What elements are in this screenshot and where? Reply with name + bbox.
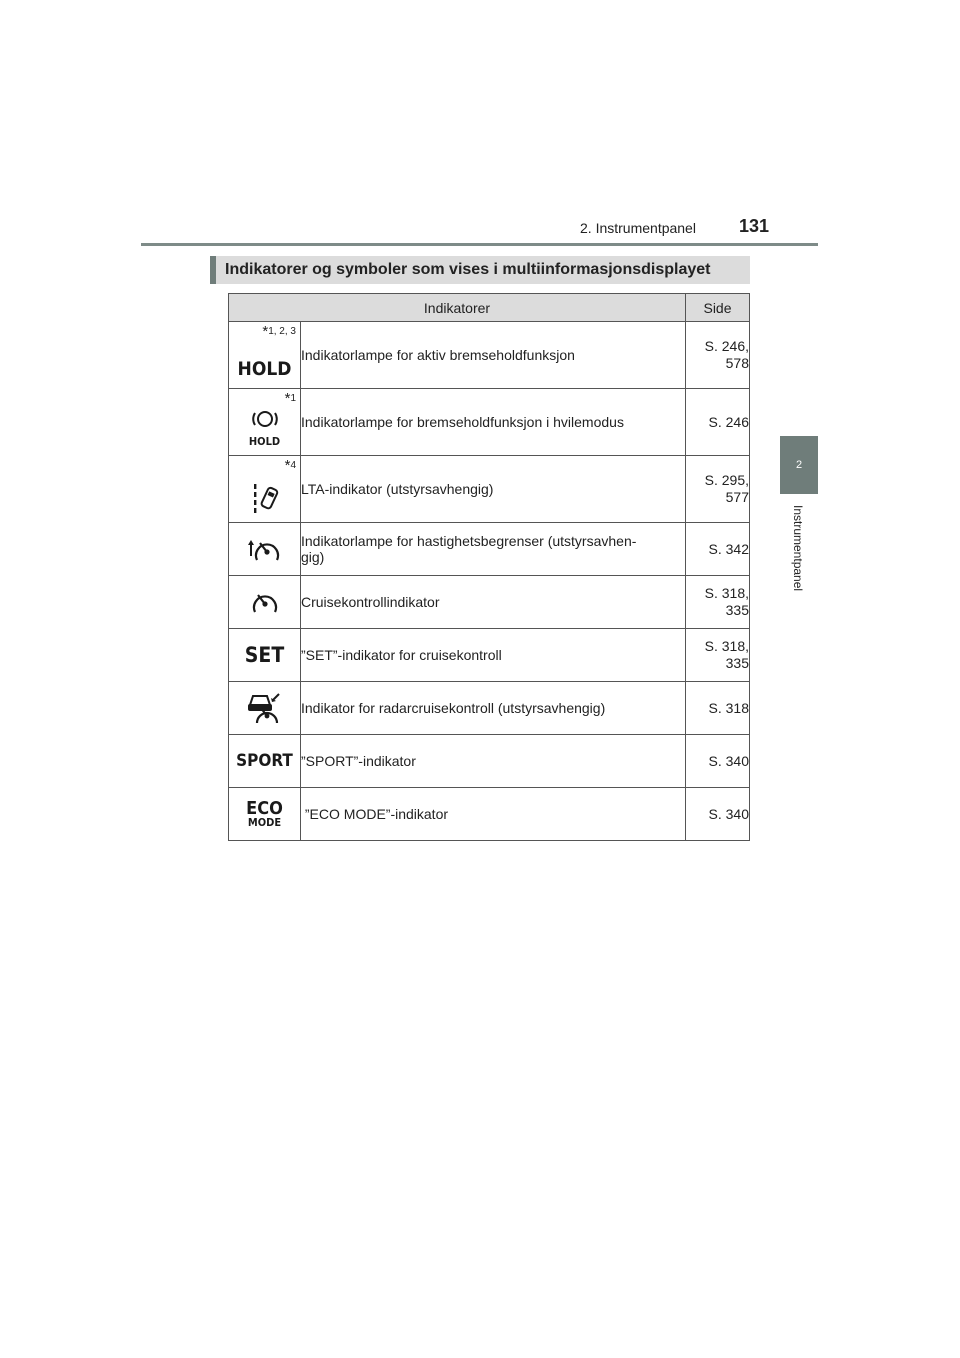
eco-mode-text-icon [229, 800, 300, 828]
speed-limiter-icon [229, 534, 300, 564]
brake-hold-standby-icon [229, 410, 300, 447]
icon-cell [229, 456, 301, 523]
set-text-icon: SET [244, 643, 285, 667]
header-rule [141, 243, 818, 246]
description: LTA-indikator (utstyrsavhengig) [301, 456, 686, 523]
chapter-tab-number: 2 [795, 459, 803, 471]
icon-cell [229, 389, 301, 456]
cruise-control-icon [229, 588, 300, 616]
footnote-ref: *4 [284, 457, 296, 474]
page-ref: S. 318 [686, 682, 750, 735]
eco-text: ECO [246, 798, 283, 819]
page-ref: S. 318, 335 [686, 629, 750, 682]
icon-cell [229, 788, 301, 841]
page-ref: S. 295, 577 [686, 456, 750, 523]
icon-cell [229, 735, 301, 788]
chapter-tab-label: Instrumentpanel [791, 505, 805, 592]
page-ref: S. 246 [686, 389, 750, 456]
section-heading-text: Indikatorer og symboler som vises i multiinformasjonsdisplayet [225, 261, 711, 278]
table-row [229, 576, 750, 629]
icon-cell [229, 682, 301, 735]
page-ref: S. 246, 578 [686, 322, 750, 389]
header-page: Side [686, 294, 750, 322]
description: ”SPORT”-indikator [301, 735, 686, 788]
description: ”ECO MODE”-indikator [301, 788, 686, 841]
description: ”SET”-indikator for cruisekontroll [301, 629, 686, 682]
description: Indikatorlampe for bremseholdfunksjon i hvilemodus [301, 389, 686, 456]
chapter-tab [780, 436, 818, 494]
table-header-row [229, 294, 750, 322]
table-row [229, 735, 750, 788]
page-ref: S. 342 [686, 523, 750, 576]
footnote-ref: *1 [284, 390, 296, 407]
mode-text: MODE [247, 816, 282, 829]
icon-cell [229, 629, 301, 682]
indicator-table [228, 293, 750, 841]
section-heading [210, 256, 750, 284]
page-ref: S. 340 [686, 735, 750, 788]
description: Indikatorlampe for hastighetsbegrenser (utstyrsavhen- gig) [301, 523, 686, 576]
footnote-ref: *1, 2, 3 [262, 323, 296, 340]
table-row [229, 322, 750, 389]
page-number: 131 [739, 216, 770, 236]
table-row [229, 523, 750, 576]
lta-lane-icon [229, 482, 300, 514]
description: Indikator for radarcruisekontroll (utstyrsavhengig) [301, 682, 686, 735]
sport-text-icon: SPORT [236, 751, 293, 771]
description: Cruisekontrollindikator [301, 576, 686, 629]
radar-cruise-icon [229, 691, 300, 725]
page-ref: S. 318, 335 [686, 576, 750, 629]
table-row [229, 682, 750, 735]
hold-text-icon: HOLD [237, 358, 292, 380]
icon-cell [229, 523, 301, 576]
table-row [229, 629, 750, 682]
icon-cell [229, 576, 301, 629]
chapter-title: 2. Instrumentpanel [580, 220, 696, 236]
table-row [229, 456, 750, 523]
header-indicators: Indikatorer [229, 294, 686, 322]
table-row [229, 389, 750, 456]
description: Indikatorlampe for aktiv bremseholdfunksjon [301, 322, 686, 389]
icon-cell [229, 322, 301, 389]
table-row [229, 788, 750, 841]
hold-text-label: HOLD [248, 435, 281, 448]
page-ref: S. 340 [686, 788, 750, 841]
